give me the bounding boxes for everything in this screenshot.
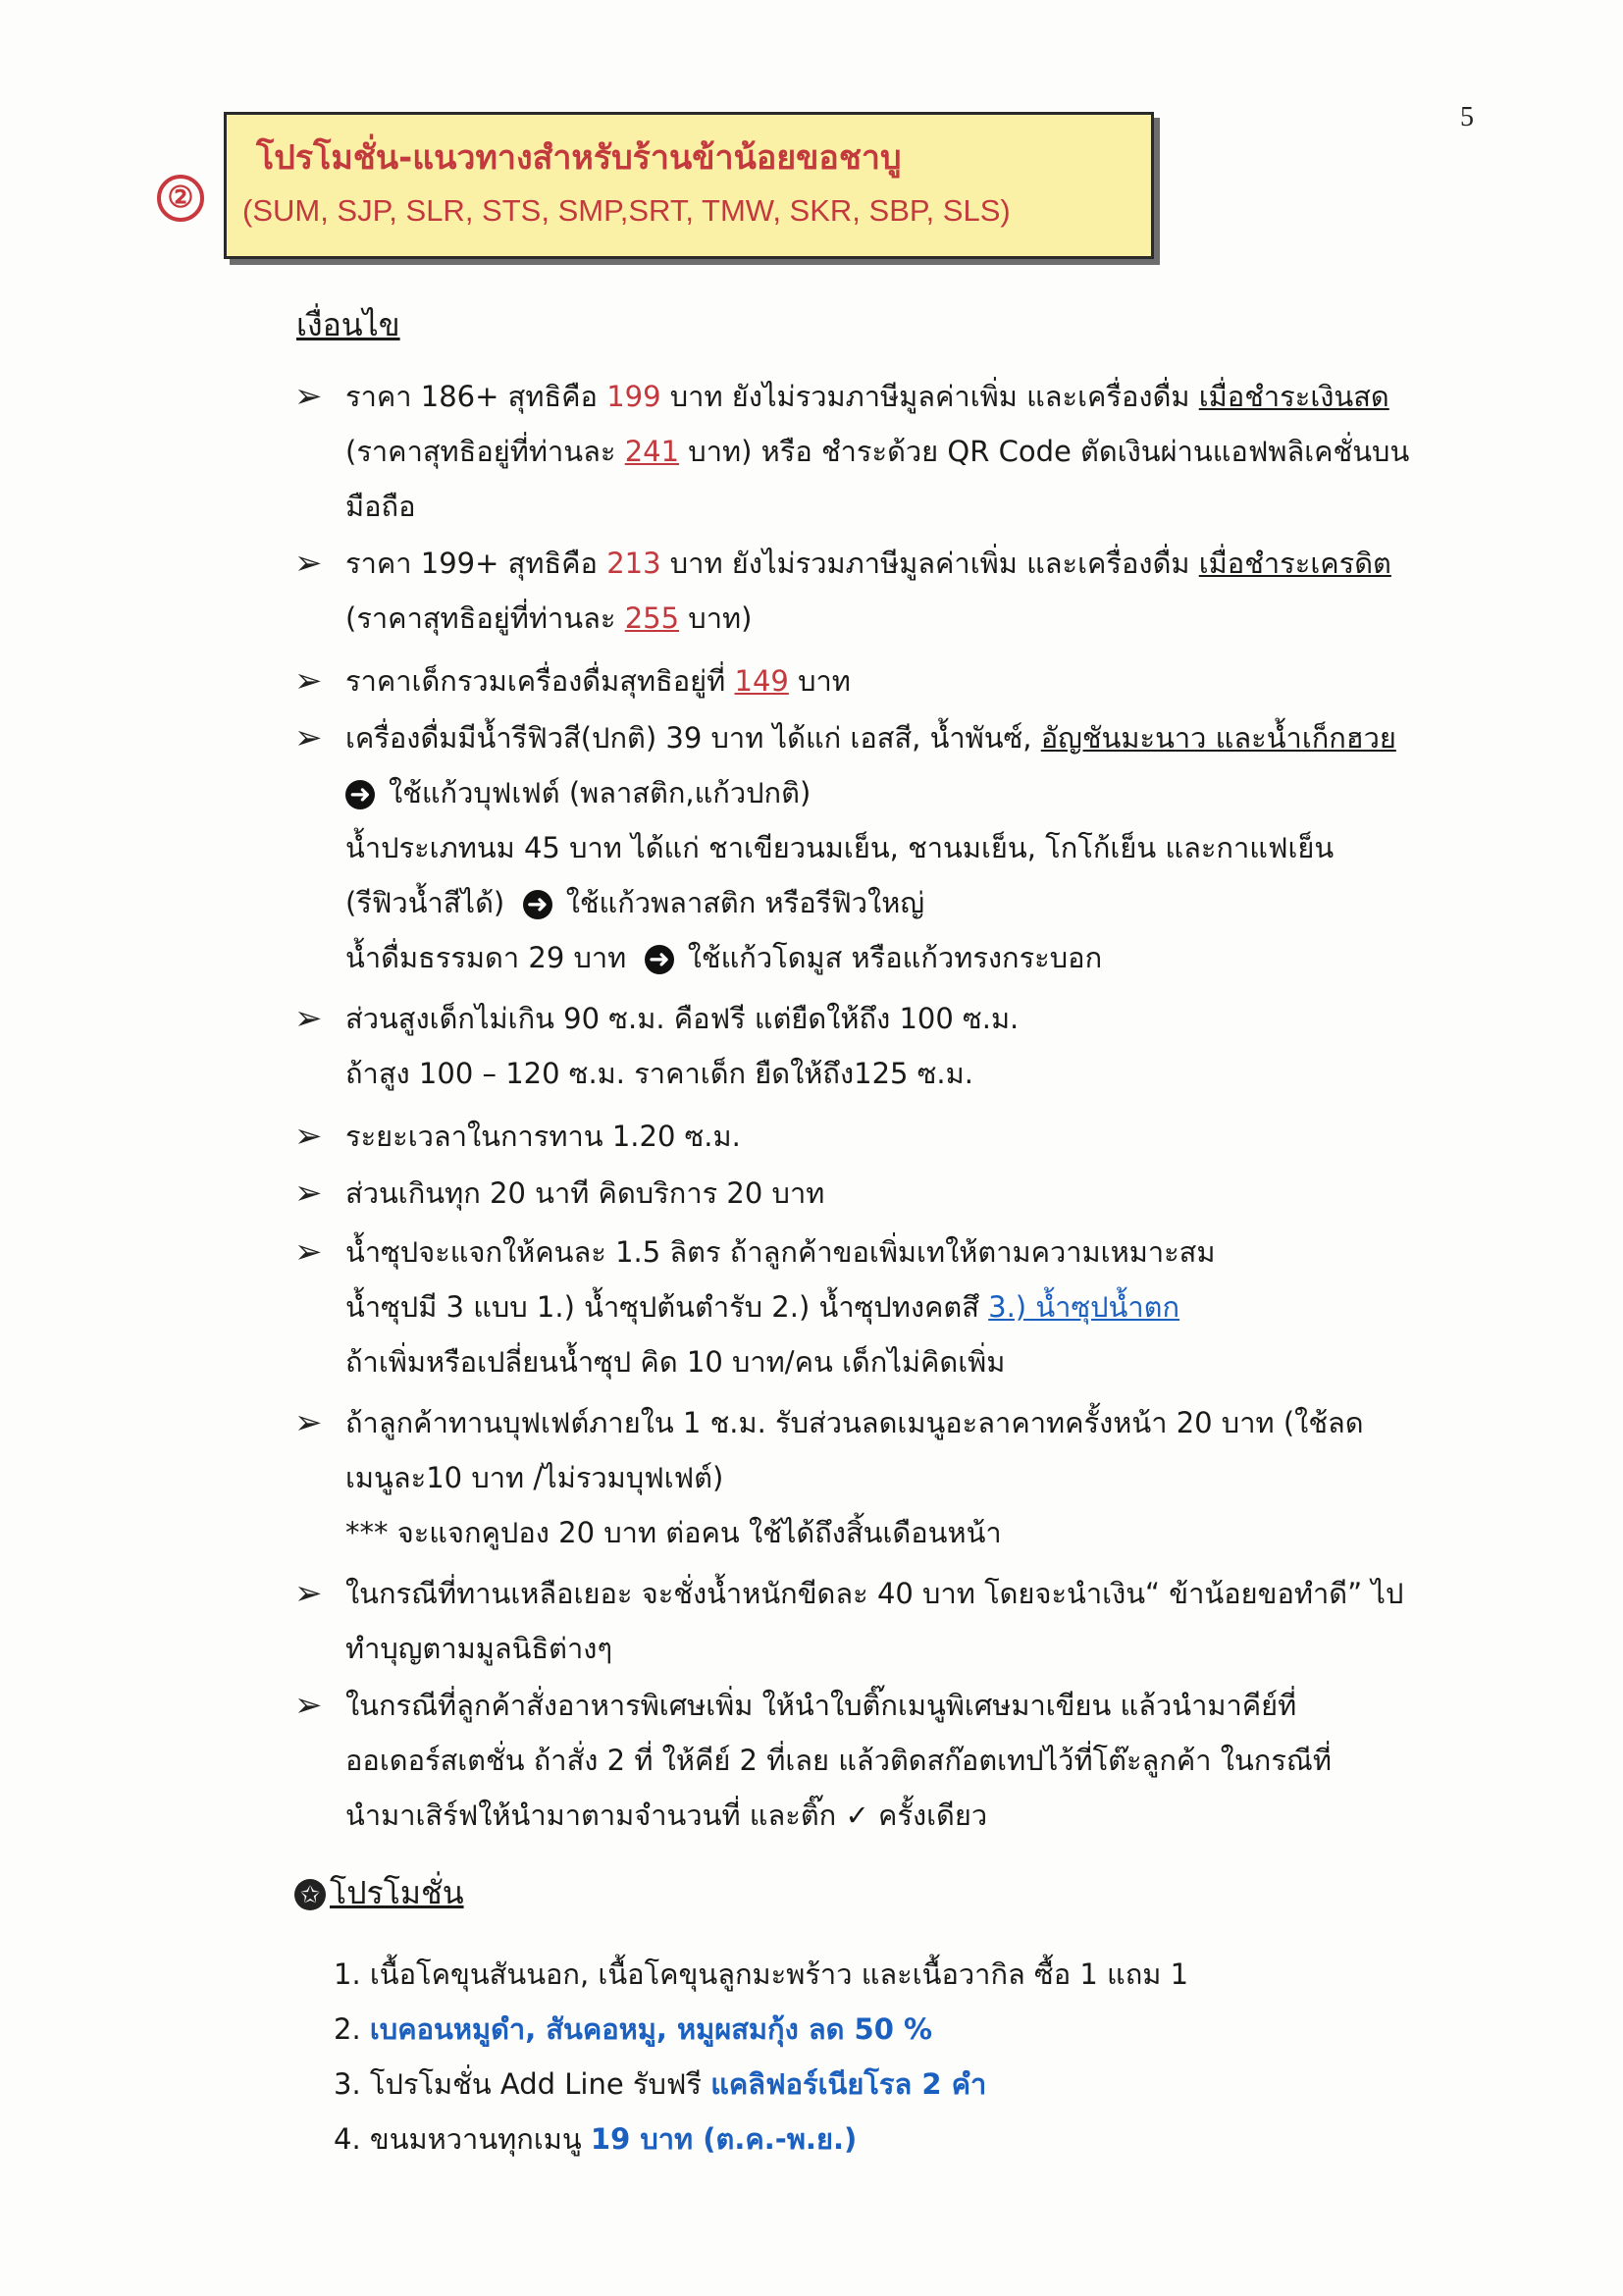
line: ราคาเด็กรวมเครื่องดื่มสุทธิอยู่ที่ 149 บาท [345, 664, 851, 698]
line: น้ำดื่มธรรมดา 29 บาท ➜ ใช้แก้วโดมูส หรือแก้วทรงกระบอก [345, 941, 1103, 974]
arrow-bullet-icon: ➢ [294, 661, 323, 701]
arrow-bullet-icon: ➢ [294, 544, 323, 583]
line: ถ้าสูง 100 – 120 ซ.ม. ราคาเด็ก ยืดให้ถึง125 ซ.ม. [345, 1057, 973, 1090]
line: ในกรณีที่ลูกค้าสั่งอาหารพิเศษเพิ่ม ให้นำใบติ๊กเมนูพิเศษมาเขียน แล้วนำมาคีย์ที่ [345, 1689, 1297, 1722]
branch-codes: (SUM, SJP, SLR, STS, SMP,SRT, TMW, SKR, SBP, SLS) [242, 193, 1011, 228]
arrow-bullet-icon: ➢ [294, 1574, 323, 1613]
line: (ราคาสุทธิอยู่ที่ท่านละ 241 บาท) หรือ ชำระด้วย QR Code ตัดเงินผ่านแอฟพลิเคชั่นบน [345, 435, 1410, 468]
line: เมนูละ10 บาท /ไม่รวมบุฟเฟต์) [345, 1461, 724, 1494]
arrow-bullet-icon: ➢ [294, 718, 323, 757]
arrow-bullet-icon: ➢ [294, 1403, 323, 1442]
line: ราคา 186+ สุทธิคือ 199 บาท ยังไม่รวมภาษีมูลค่าเพิ่ม และเครื่องดื่ม เมื่อชำระเงินสด [345, 380, 1389, 413]
title-box [224, 112, 1154, 259]
arrow-bullet-icon: ➢ [294, 999, 323, 1038]
line: ทำบุญตามมูลนิธิต่างๆ [345, 1632, 613, 1665]
line: ส่วนเกินทุก 20 นาที คิดบริการ 20 บาท [345, 1176, 825, 1210]
arrow-bullet-icon: ➢ [294, 1686, 323, 1725]
title-text: โปรโมชั่น-แนวทางสำหรับร้านข้าน้อยขอชาบู [256, 138, 902, 178]
promo-item-2: 2. เบคอนหมูดำ, สันคอหมู, หมูผสมกุ้ง ลด 50 % [334, 2012, 933, 2046]
line: ออเดอร์สเตชั่น ถ้าสั่ง 2 ที่ ให้คีย์ 2 ที่เลย แล้วติดสก๊อตเทปไว้ที่โต๊ะลูกค้า ในกรณีที่ [345, 1744, 1332, 1777]
line: เครื่องดื่มมีน้ำรีฟิวสี(ปกติ) 39 บาท ได้แก่ เอสสี, น้ำพันซ์, อัญชันมะนาว และน้ำเก็กฮวย [345, 721, 1396, 755]
promo-item-4: 4. ขนมหวานทุกเมนู 19 บาท (ต.ค.-พ.ย.) [334, 2122, 858, 2156]
arrow-right-icon: ➜ [645, 945, 674, 974]
line: ในกรณีที่ทานเหลือเยอะ จะชั่งน้ำหนักขีดละ 40 บาท โดยจะนำเงิน“ ข้าน้อยขอทำดี” ไป [345, 1577, 1404, 1610]
promo-item-3: 3. โปรโมชั่น Add Line รับฟรี แคลิฟอร์เนียโรล 2 คำ [334, 2067, 987, 2101]
conditions-heading: เงื่อนไข [296, 306, 400, 343]
line: (รีฟิวน้ำสีได้) ➜ ใช้แก้วพลาสติก หรือรีฟิวใหญ่ [345, 886, 925, 919]
section-number-badge: ② [157, 175, 204, 222]
line: (ราคาสุทธิอยู่ที่ท่านละ 255 บาท) [345, 601, 753, 635]
arrow-bullet-icon: ➢ [294, 377, 323, 416]
line: น้ำซุปมี 3 แบบ 1.) น้ำซุปต้นตำรับ 2.) น้ำซุปทงคตสึ 3.) น้ำซุปน้ำตก [345, 1290, 1180, 1324]
line: ➜ ใช้แก้วบุฟเฟต์ (พลาสติก,แก้วปกติ) [345, 771, 811, 814]
page-number: 5 [1460, 102, 1474, 132]
line: ถ้าลูกค้าทานบุฟเฟต์ภายใน 1 ช.ม. รับส่วนลดเมนูอะลาคาทครั้งหน้า 20 บาท (ใช้ลด [345, 1406, 1364, 1439]
line: ราคา 199+ สุทธิคือ 213 บาท ยังไม่รวมภาษีมูลค่าเพิ่ม และเครื่องดื่ม เมื่อชำระเครดิต [345, 547, 1391, 580]
promo-item-1: 1. เนื้อโคขุนสันนอก, เนื้อโคขุนลูกมะพร้าว และเนื้อวากิล ซื้อ 1 แถม 1 [334, 1957, 1189, 1991]
line: น้ำซุปจะแจกให้คนละ 1.5 ลิตร ถ้าลูกค้าขอเพิ่มเทให้ตามความเหมาะสม [345, 1235, 1216, 1269]
line: นำมาเสิร์ฟให้นำมาตามจำนวนที่ และติ๊ก ✓ ครั้งเดียว [345, 1799, 988, 1832]
soup-link[interactable]: 3.) น้ำซุปน้ำตก [988, 1290, 1180, 1324]
checkmark-icon: ✓ [845, 1799, 869, 1832]
promotions-heading: ✩ โปรโมชั่น [294, 1868, 464, 1918]
arrow-bullet-icon: ➢ [294, 1174, 323, 1213]
line: น้ำประเภทนม 45 บาท ได้แก่ ชาเขียวนมเย็น, ชานมเย็น, โกโก้เย็น และกาแฟเย็น [345, 831, 1335, 864]
line: ส่วนสูงเด็กไม่เกิน 90 ซ.ม. คือฟรี แต่ยืดให้ถึง 100 ซ.ม. [345, 1002, 1020, 1035]
arrow-right-icon: ➜ [523, 890, 552, 919]
star-icon: ✩ [294, 1879, 326, 1910]
line: ถ้าเพิ่มหรือเปลี่ยนน้ำซุป คิด 10 บาท/คน เด็กไม่คิดเพิ่ม [345, 1345, 1006, 1379]
arrow-bullet-icon: ➢ [294, 1232, 323, 1272]
arrow-bullet-icon: ➢ [294, 1117, 323, 1156]
line: มือถือ [345, 490, 416, 523]
line: *** จะแจกคูปอง 20 บาท ต่อคน ใช้ได้ถึงสิ้นเดือนหน้า [345, 1516, 1002, 1549]
arrow-right-icon: ➜ [345, 780, 375, 809]
line: ระยะเวลาในการทาน 1.20 ซ.ม. [345, 1120, 741, 1153]
